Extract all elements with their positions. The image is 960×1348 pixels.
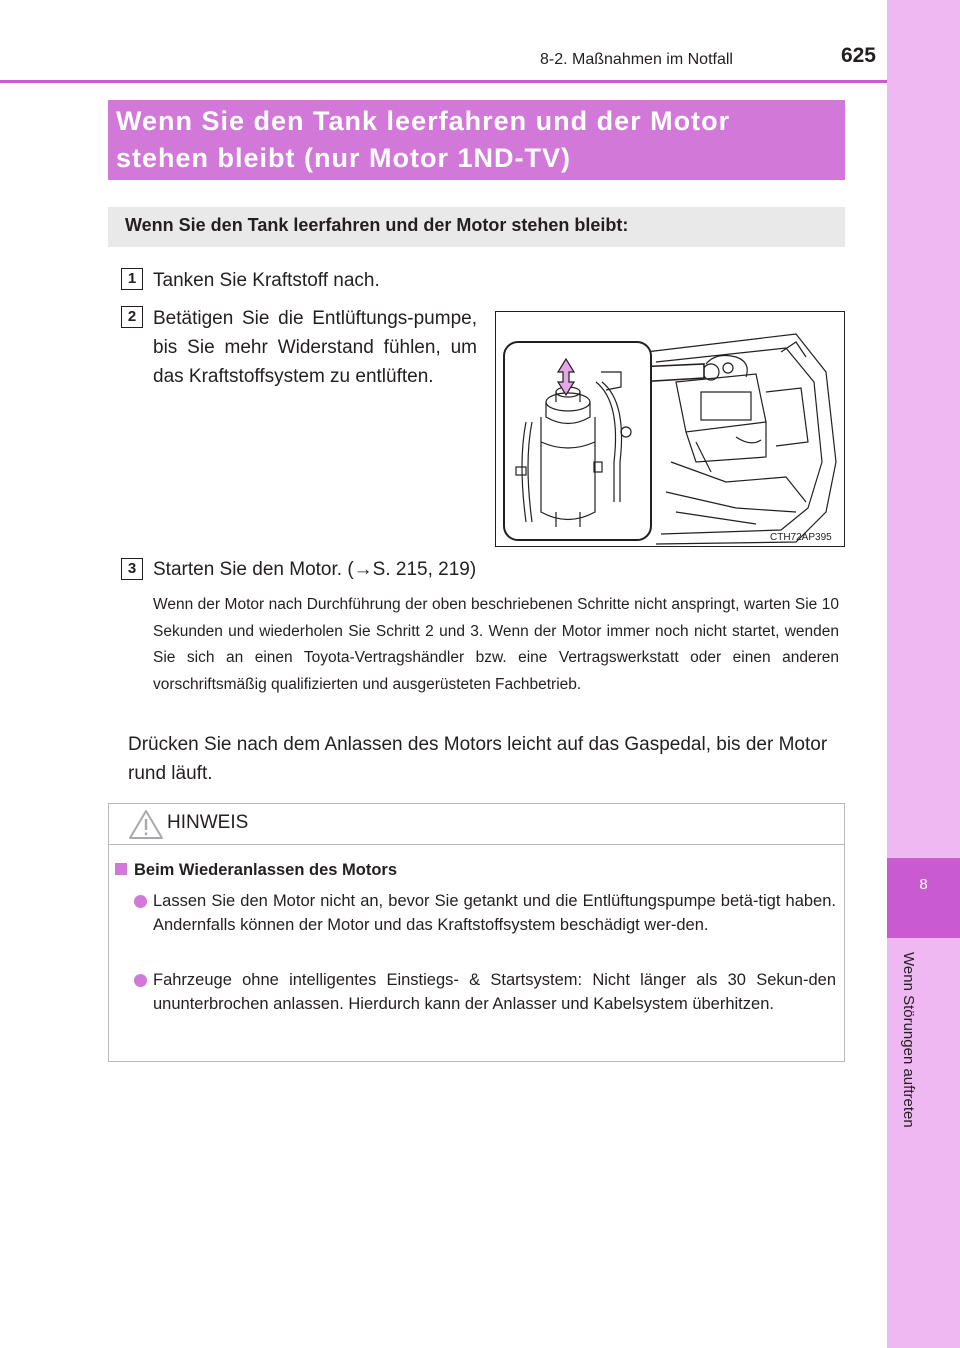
step-text-1: Tanken Sie Kraftstoff nach. — [153, 270, 380, 291]
engine-bay-drawing — [496, 312, 845, 547]
step-text-3: Starten Sie den Motor. (→S. 215, 219) — [153, 559, 477, 580]
subheading: Wenn Sie den Tank leerfahren und der Motor stehen bleibt: — [125, 215, 629, 235]
warning-triangle-icon — [128, 808, 164, 840]
chapter-title: Wenn Störungen auftreten — [900, 952, 917, 1128]
notice-divider — [108, 844, 845, 845]
square-bullet-icon — [115, 863, 127, 875]
section-title-line-1: Wenn Sie den Tank leerfahren und der Motor — [116, 106, 731, 136]
step-text-2: Betätigen Sie die Entlüftungs-pumpe, bis Sie mehr Widerstand fühlen, um das Kraftstoffsystem zu entlüften. — [153, 308, 477, 387]
engine-illustration — [495, 311, 845, 547]
notice-heading-text: Beim Wiederanlassen des Motors — [134, 861, 398, 879]
chapter-number: 8 — [919, 876, 928, 893]
section-title-line-2: stehen bleibt (nur Motor 1ND-TV) — [116, 143, 571, 173]
chapter-tab[interactable] — [887, 858, 960, 938]
notice-bullet-2: Fahrzeuge ohne intelligentes Einstiegs- & Startsystem: Nicht länger als 30 Sekun-den ununterbrochen anlassen. Hierdurch kann der Anlasser und Kabelsystem überhitzen. — [153, 971, 836, 1013]
step-number-2: 2 — [121, 306, 143, 328]
notice-title: HINWEIS — [167, 812, 249, 833]
bullet-dot-icon — [134, 895, 147, 908]
page-number: 625 — [840, 44, 876, 67]
bullet-dot-icon — [134, 974, 147, 987]
header-rule — [0, 80, 887, 83]
closing-text: Drücken Sie nach dem Anlassen des Motors leicht auf das Gaspedal, bis der Motor rund läuft. — [128, 734, 828, 784]
figure-code: CTH72AP395 — [770, 532, 832, 543]
step-number-1: 1 — [121, 268, 143, 290]
header-section: 8-2. Maßnahmen im Notfall — [540, 51, 733, 68]
step-number-3: 3 — [121, 558, 143, 580]
notice-heading — [115, 861, 397, 880]
step-note: Wenn der Motor nach Durchführung der oben beschriebenen Schritte nicht anspringt, warten Sie 10 Sekunden und wiederholen Sie Schritt 2 und 3. Wenn der Motor immer noch nicht startet, wenden Sie sich an einen Toyota-Vertragshändler bzw. eine Vertragswerkstatt oder einen anderen vorschriftsmäßig qualifizierten und ausgerüsteten Fachbetrieb. — [153, 596, 839, 693]
notice-bullet-1: Lassen Sie den Motor nicht an, bevor Sie getankt und die Entlüftungspumpe betä-tigt haben. Andernfalls können der Motor und das Kraftstoffsystem beschädigt wer-den. — [153, 892, 836, 934]
